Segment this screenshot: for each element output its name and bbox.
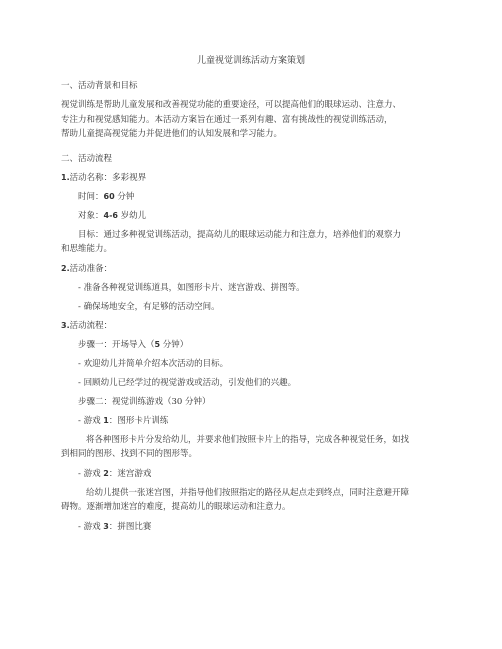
target-label: 对象： <box>78 211 104 221</box>
document-title: 儿童视觉训练活动方案策划 <box>196 56 305 66</box>
target-unit: 岁幼儿 <box>117 211 147 221</box>
activity-goal-line: 和思维能力。 <box>61 244 113 254</box>
game-description-line: 到相同的图形、找到不同的图形等。 <box>61 449 198 459</box>
section-heading-background: 一、活动背景和目标 <box>61 81 138 91</box>
step-one-heading <box>78 339 188 351</box>
paragraph-line: 帮助儿童提高视觉能力并促进他们的认知发展和学习能力。 <box>61 129 283 139</box>
paragraph-line: 视觉训练是帮助儿童发展和改善视觉功能的重要途径，可以提高他们的眼球运动、注意力、 <box>61 100 402 110</box>
game-prefix: - 游戏 <box>78 469 104 479</box>
list-item-preparation <box>61 263 112 275</box>
game-three-heading <box>78 521 151 533</box>
game-title: ：迷宫游戏 <box>108 469 152 479</box>
item-text: 活动名称：多彩视界 <box>69 173 147 183</box>
step-label: 步骤一：开场导入（ <box>78 340 155 350</box>
list-item-process <box>61 320 112 332</box>
paragraph-line: 专注力和视觉感知能力。本活动方案旨在通过一系列有趣、富有挑战性的视觉训练活动， <box>61 115 393 125</box>
game-prefix: - 游戏 <box>78 416 104 426</box>
item-number: 1. <box>61 173 70 182</box>
game-description-line: 碍物。逐渐增加迷宫的难度，提高幼儿的眼球运动和注意力。 <box>61 502 291 512</box>
bullet-item: - 回顾幼儿已经学过的视觉游戏或活动，引发他们的兴趣。 <box>78 378 297 388</box>
step-two-heading: 步骤二：视觉训练游戏（30 分钟） <box>78 397 211 407</box>
target-value: 4-6 <box>103 211 118 220</box>
game-description-line: 给幼儿提供一张迷宫图，并指导他们按照指定的路径从起点走到终点，同时注意避开障 <box>86 488 410 498</box>
item-number: 3. <box>61 321 70 330</box>
game-two-heading <box>78 468 151 480</box>
time-unit: 分钟 <box>114 192 135 202</box>
item-text: 活动流程： <box>69 321 113 331</box>
time-value: 60 <box>103 192 115 201</box>
bullet-item: - 欢迎幼儿并简单介绍本次活动的目标。 <box>78 359 229 369</box>
activity-goal-line: 目标：通过多种视觉训练活动，提高幼儿的眼球运动能力和注意力，培养他们的观察力 <box>78 230 402 240</box>
game-prefix: - 游戏 <box>78 522 104 532</box>
list-item-activity-name <box>61 172 146 184</box>
step-end: 分钟） <box>160 340 189 350</box>
section-heading-process: 二、活动流程 <box>61 154 113 164</box>
item-number: 2. <box>61 264 70 273</box>
game-number: 2 <box>103 469 109 478</box>
game-title: ：拼图比赛 <box>108 522 152 532</box>
game-one-heading <box>78 415 168 427</box>
game-number: 3 <box>103 522 109 531</box>
game-title: ：图形卡片训练 <box>108 416 169 426</box>
game-description-line: 将各种图形卡片分发给幼儿，并要求他们按照卡片上的指导，完成各种视觉任务，如找 <box>86 435 410 445</box>
activity-target <box>78 210 146 222</box>
activity-time <box>78 191 134 203</box>
time-label: 时间： <box>78 192 104 202</box>
game-number: 1 <box>103 416 109 425</box>
bullet-item: - 确保场地安全，有足够的活动空间。 <box>78 302 220 312</box>
step-minutes: 5 <box>154 340 161 349</box>
item-text: 活动准备： <box>69 264 113 274</box>
bullet-item: - 准备各种视觉训练道具，如图形卡片、迷宫游戏、拼图等。 <box>78 283 305 293</box>
